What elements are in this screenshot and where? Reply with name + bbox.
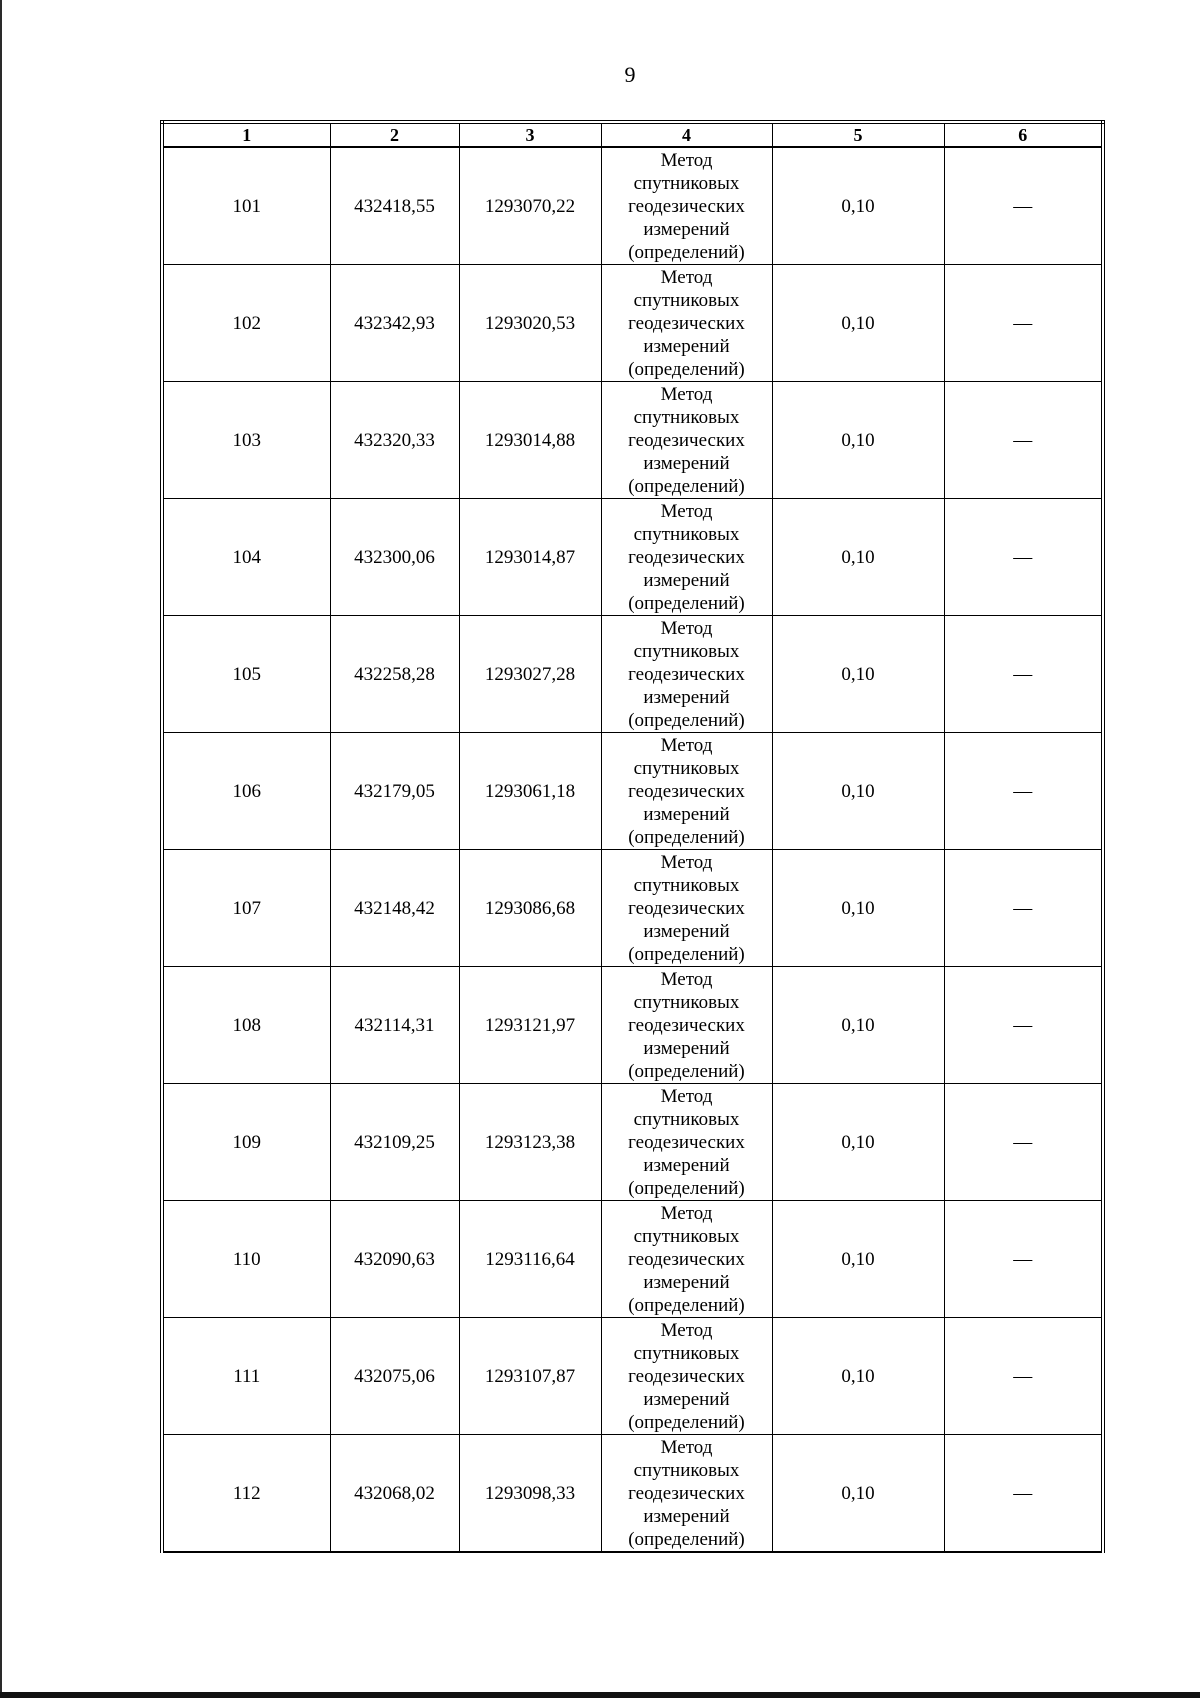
- point-number-cell: 103: [162, 382, 330, 499]
- table-row: [162, 1318, 1103, 1435]
- note-cell: —: [944, 1435, 1103, 1553]
- method-text-line: (определений): [628, 358, 745, 380]
- point-number-cell: 108: [162, 967, 330, 1084]
- method-text-line: геодезических: [628, 1365, 745, 1387]
- method-cell: [601, 1201, 772, 1318]
- note-cell: —: [944, 616, 1103, 733]
- table-row: [162, 499, 1103, 616]
- method-text-line: (определений): [628, 1060, 745, 1082]
- accuracy-cell: 0,10: [772, 1084, 944, 1201]
- x-coordinate-cell: 432068,02: [330, 1435, 459, 1553]
- method-text-line: спутниковых: [633, 523, 740, 545]
- point-number-cell: 106: [162, 733, 330, 850]
- table-header-row: [162, 122, 1103, 147]
- method-text-line: спутниковых: [633, 289, 740, 311]
- table-row: [162, 1435, 1103, 1553]
- method-text-line: Метод: [660, 500, 713, 522]
- coordinates-table: [160, 120, 1105, 1553]
- method-text-line: спутниковых: [633, 172, 740, 194]
- table-body: [162, 147, 1103, 1552]
- method-text-line: геодезических: [628, 429, 745, 451]
- method-cell: [601, 1435, 772, 1553]
- point-number-cell: 105: [162, 616, 330, 733]
- x-coordinate-cell: 432258,28: [330, 616, 459, 733]
- accuracy-cell: 0,10: [772, 850, 944, 967]
- y-coordinate-cell: 1293070,22: [459, 147, 601, 265]
- point-number-cell: 111: [162, 1318, 330, 1435]
- method-text-line: измерений: [643, 1388, 730, 1410]
- column-header-6: 6: [944, 122, 1103, 147]
- method-text-line: Метод: [660, 851, 713, 873]
- method-text-line: геодезических: [628, 195, 745, 217]
- y-coordinate-cell: 1293027,28: [459, 616, 601, 733]
- method-text-line: Метод: [660, 1085, 713, 1107]
- note-cell: —: [944, 147, 1103, 265]
- y-coordinate-cell: 1293121,97: [459, 967, 601, 1084]
- table-row: [162, 967, 1103, 1084]
- method-text-line: (определений): [628, 592, 745, 614]
- method-text-line: измерений: [643, 686, 730, 708]
- note-cell: —: [944, 265, 1103, 382]
- note-cell: —: [944, 850, 1103, 967]
- x-coordinate-cell: 432114,31: [330, 967, 459, 1084]
- accuracy-cell: 0,10: [772, 499, 944, 616]
- method-text-line: геодезических: [628, 1482, 745, 1504]
- note-cell: —: [944, 967, 1103, 1084]
- method-text-line: Метод: [660, 1319, 713, 1341]
- table-row: [162, 382, 1103, 499]
- method-text-line: геодезических: [628, 1014, 745, 1036]
- y-coordinate-cell: 1293061,18: [459, 733, 601, 850]
- accuracy-cell: 0,10: [772, 382, 944, 499]
- point-number-cell: 109: [162, 1084, 330, 1201]
- accuracy-cell: 0,10: [772, 1201, 944, 1318]
- point-number-cell: 104: [162, 499, 330, 616]
- y-coordinate-cell: 1293098,33: [459, 1435, 601, 1553]
- method-text-line: спутниковых: [633, 1342, 740, 1364]
- method-text-line: геодезических: [628, 897, 745, 919]
- note-cell: —: [944, 1201, 1103, 1318]
- method-text-line: геодезических: [628, 1248, 745, 1270]
- scan-edge-left: [0, 0, 2, 1698]
- table-row: [162, 1084, 1103, 1201]
- method-text-line: Метод: [660, 383, 713, 405]
- table-row: [162, 265, 1103, 382]
- method-cell: [601, 1084, 772, 1201]
- method-cell: [601, 147, 772, 265]
- method-cell: [601, 265, 772, 382]
- accuracy-cell: 0,10: [772, 1318, 944, 1435]
- method-text-line: Метод: [660, 734, 713, 756]
- method-text-line: (определений): [628, 241, 745, 263]
- column-header-1: 1: [162, 122, 330, 147]
- method-text-line: спутниковых: [633, 757, 740, 779]
- method-cell: [601, 382, 772, 499]
- method-text-line: измерений: [643, 452, 730, 474]
- y-coordinate-cell: 1293123,38: [459, 1084, 601, 1201]
- method-cell: [601, 850, 772, 967]
- method-text-line: спутниковых: [633, 874, 740, 896]
- x-coordinate-cell: 432179,05: [330, 733, 459, 850]
- column-header-4: 4: [601, 122, 772, 147]
- note-cell: —: [944, 1318, 1103, 1435]
- table-row: [162, 850, 1103, 967]
- note-cell: —: [944, 499, 1103, 616]
- accuracy-cell: 0,10: [772, 616, 944, 733]
- method-text-line: (определений): [628, 1411, 745, 1433]
- y-coordinate-cell: 1293086,68: [459, 850, 601, 967]
- x-coordinate-cell: 432320,33: [330, 382, 459, 499]
- method-cell: [601, 733, 772, 850]
- note-cell: —: [944, 1084, 1103, 1201]
- method-text-line: спутниковых: [633, 991, 740, 1013]
- column-header-2: 2: [330, 122, 459, 147]
- point-number-cell: 112: [162, 1435, 330, 1553]
- point-number-cell: 107: [162, 850, 330, 967]
- page-number: 9: [624, 62, 636, 87]
- method-text-line: измерений: [643, 1271, 730, 1293]
- method-text-line: геодезических: [628, 780, 745, 802]
- method-text-line: (определений): [628, 475, 745, 497]
- method-text-line: Метод: [660, 617, 713, 639]
- method-text-line: геодезических: [628, 312, 745, 334]
- method-text-line: спутниковых: [633, 640, 740, 662]
- x-coordinate-cell: 432300,06: [330, 499, 459, 616]
- method-text-line: (определений): [628, 1294, 745, 1316]
- note-cell: —: [944, 733, 1103, 850]
- y-coordinate-cell: 1293020,53: [459, 265, 601, 382]
- table-row: [162, 147, 1103, 265]
- method-text-line: Метод: [660, 968, 713, 990]
- accuracy-cell: 0,10: [772, 265, 944, 382]
- method-text-line: Метод: [660, 266, 713, 288]
- method-text-line: измерений: [643, 1154, 730, 1176]
- x-coordinate-cell: 432342,93: [330, 265, 459, 382]
- accuracy-cell: 0,10: [772, 1435, 944, 1553]
- method-text-line: измерений: [643, 218, 730, 240]
- y-coordinate-cell: 1293014,88: [459, 382, 601, 499]
- method-text-line: измерений: [643, 1505, 730, 1527]
- table-row: [162, 1201, 1103, 1318]
- method-cell: [601, 967, 772, 1084]
- column-header-3: 3: [459, 122, 601, 147]
- method-text-line: спутниковых: [633, 1108, 740, 1130]
- method-text-line: спутниковых: [633, 1459, 740, 1481]
- method-text-line: измерений: [643, 1037, 730, 1059]
- x-coordinate-cell: 432075,06: [330, 1318, 459, 1435]
- scan-edge-bottom: [0, 1692, 1200, 1698]
- method-cell: [601, 616, 772, 733]
- method-text-line: спутниковых: [633, 406, 740, 428]
- accuracy-cell: 0,10: [772, 967, 944, 1084]
- y-coordinate-cell: 1293116,64: [459, 1201, 601, 1318]
- method-text-line: Метод: [660, 1436, 713, 1458]
- method-text-line: (определений): [628, 709, 745, 731]
- method-text-line: геодезических: [628, 663, 745, 685]
- method-text-line: (определений): [628, 1177, 745, 1199]
- point-number-cell: 110: [162, 1201, 330, 1318]
- x-coordinate-cell: 432418,55: [330, 147, 459, 265]
- column-header-5: 5: [772, 122, 944, 147]
- table-row: [162, 616, 1103, 733]
- method-text-line: (определений): [628, 826, 745, 848]
- x-coordinate-cell: 432148,42: [330, 850, 459, 967]
- method-text-line: Метод: [660, 1202, 713, 1224]
- point-number-cell: 101: [162, 147, 330, 265]
- y-coordinate-cell: 1293014,87: [459, 499, 601, 616]
- point-number-cell: 102: [162, 265, 330, 382]
- method-text-line: (определений): [628, 943, 745, 965]
- method-text-line: Метод: [660, 149, 713, 171]
- table-row: [162, 733, 1103, 850]
- method-text-line: (определений): [628, 1528, 745, 1550]
- method-text-line: спутниковых: [633, 1225, 740, 1247]
- accuracy-cell: 0,10: [772, 733, 944, 850]
- method-cell: [601, 1318, 772, 1435]
- note-cell: —: [944, 382, 1103, 499]
- y-coordinate-cell: 1293107,87: [459, 1318, 601, 1435]
- method-cell: [601, 499, 772, 616]
- method-text-line: измерений: [643, 569, 730, 591]
- method-text-line: измерений: [643, 335, 730, 357]
- method-text-line: измерений: [643, 803, 730, 825]
- method-text-line: геодезических: [628, 546, 745, 568]
- method-text-line: измерений: [643, 920, 730, 942]
- x-coordinate-cell: 432109,25: [330, 1084, 459, 1201]
- accuracy-cell: 0,10: [772, 147, 944, 265]
- method-text-line: геодезических: [628, 1131, 745, 1153]
- x-coordinate-cell: 432090,63: [330, 1201, 459, 1318]
